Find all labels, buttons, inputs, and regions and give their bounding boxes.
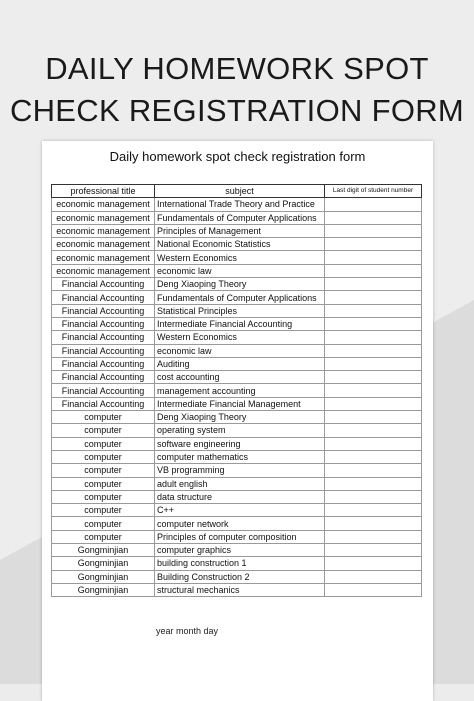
cell-subject: Western Economics — [155, 331, 325, 344]
cell-last-digit[interactable] — [325, 450, 422, 463]
cell-subject: Fundamentals of Computer Applications — [155, 291, 325, 304]
table-row — [52, 450, 422, 463]
cell-subject: computer graphics — [155, 544, 325, 557]
cell-professional-title: computer — [52, 437, 155, 450]
table-row — [52, 238, 422, 251]
table-header-row — [52, 185, 422, 198]
cell-subject: Statistical Principles — [155, 304, 325, 317]
cell-professional-title: Financial Accounting — [52, 317, 155, 330]
form-title: Daily homework spot check registration form — [109, 149, 366, 164]
cell-last-digit[interactable] — [325, 583, 422, 596]
cell-subject: data structure — [155, 490, 325, 503]
cell-subject: Principles of computer composition — [155, 530, 325, 543]
cell-professional-title: Financial Accounting — [52, 278, 155, 291]
cell-subject: C++ — [155, 504, 325, 517]
cell-last-digit[interactable] — [325, 397, 422, 410]
cell-professional-title: computer — [52, 504, 155, 517]
table-row — [52, 224, 422, 237]
cell-last-digit[interactable] — [325, 278, 422, 291]
cell-subject: Fundamentals of Computer Applications — [155, 211, 325, 224]
cell-professional-title: Financial Accounting — [52, 384, 155, 397]
cell-professional-title: computer — [52, 530, 155, 543]
cell-subject: management accounting — [155, 384, 325, 397]
cell-professional-title: Gongminjian — [52, 544, 155, 557]
header-subject: subject — [155, 185, 325, 198]
cell-subject: Intermediate Financial Accounting — [155, 317, 325, 330]
cell-last-digit[interactable] — [325, 504, 422, 517]
cell-last-digit[interactable] — [325, 570, 422, 583]
table-row — [52, 437, 422, 450]
cell-subject: Intermediate Financial Management — [155, 397, 325, 410]
table-row — [52, 211, 422, 224]
cell-subject: economic law — [155, 344, 325, 357]
cell-subject: cost accounting — [155, 371, 325, 384]
table-row — [52, 357, 422, 370]
cell-subject: computer network — [155, 517, 325, 530]
cell-last-digit[interactable] — [325, 317, 422, 330]
cell-subject: operating system — [155, 424, 325, 437]
cell-subject: adult english — [155, 477, 325, 490]
cell-last-digit[interactable] — [325, 490, 422, 503]
table-body — [52, 198, 422, 597]
table-row — [52, 504, 422, 517]
cell-last-digit[interactable] — [325, 344, 422, 357]
footer-date: year month day — [156, 626, 219, 636]
table-row — [52, 477, 422, 490]
cell-subject: software engineering — [155, 437, 325, 450]
table-row — [52, 570, 422, 583]
cell-professional-title: economic management — [52, 211, 155, 224]
cell-subject: economic law — [155, 264, 325, 277]
registration-table — [51, 184, 422, 597]
table-row — [52, 583, 422, 596]
header-last-digit: Last digit of student number — [325, 185, 422, 198]
cell-professional-title: Financial Accounting — [52, 371, 155, 384]
cell-subject: Deng Xiaoping Theory — [155, 411, 325, 424]
cell-subject: Deng Xiaoping Theory — [155, 278, 325, 291]
cell-professional-title: Financial Accounting — [52, 331, 155, 344]
table-row — [52, 331, 422, 344]
cell-last-digit[interactable] — [325, 464, 422, 477]
cell-last-digit[interactable] — [325, 371, 422, 384]
cell-last-digit[interactable] — [325, 304, 422, 317]
cell-subject: Principles of Management — [155, 224, 325, 237]
table-row — [52, 317, 422, 330]
page-title-line-2: CHECK REGISTRATION FORM — [9, 93, 465, 128]
cell-professional-title: Financial Accounting — [52, 304, 155, 317]
page-title-line-1: DAILY HOMEWORK SPOT — [45, 51, 429, 86]
cell-professional-title: Financial Accounting — [52, 397, 155, 410]
cell-subject: VB programming — [155, 464, 325, 477]
cell-professional-title: Gongminjian — [52, 557, 155, 570]
table-row — [52, 344, 422, 357]
table-row — [52, 291, 422, 304]
table-row — [52, 278, 422, 291]
cell-last-digit[interactable] — [325, 477, 422, 490]
cell-professional-title: economic management — [52, 251, 155, 264]
table-row — [52, 397, 422, 410]
table-row — [52, 490, 422, 503]
cell-last-digit[interactable] — [325, 198, 422, 211]
cell-last-digit[interactable] — [325, 211, 422, 224]
cell-subject: computer mathematics — [155, 450, 325, 463]
table-row — [52, 557, 422, 570]
cell-subject: building construction 1 — [155, 557, 325, 570]
cell-professional-title: economic management — [52, 238, 155, 251]
cell-professional-title: Financial Accounting — [52, 344, 155, 357]
cell-professional-title: economic management — [52, 224, 155, 237]
cell-professional-title: computer — [52, 464, 155, 477]
cell-professional-title: computer — [52, 477, 155, 490]
cell-last-digit[interactable] — [325, 411, 422, 424]
cell-last-digit[interactable] — [325, 424, 422, 437]
cell-subject: Auditing — [155, 357, 325, 370]
table-row — [52, 371, 422, 384]
page-title — [0, 48, 474, 132]
cell-professional-title: Gongminjian — [52, 570, 155, 583]
cell-professional-title: computer — [52, 450, 155, 463]
table-row — [52, 198, 422, 211]
cell-last-digit[interactable] — [325, 331, 422, 344]
table-row — [52, 464, 422, 477]
table-row — [52, 517, 422, 530]
cell-last-digit[interactable] — [325, 544, 422, 557]
cell-professional-title: Gongminjian — [52, 583, 155, 596]
cell-last-digit[interactable] — [325, 517, 422, 530]
cell-professional-title: computer — [52, 424, 155, 437]
cell-professional-title: economic management — [52, 264, 155, 277]
table-row — [52, 544, 422, 557]
cell-professional-title: computer — [52, 517, 155, 530]
cell-subject: Western Economics — [155, 251, 325, 264]
form-sheet — [42, 141, 433, 701]
cell-professional-title: Financial Accounting — [52, 291, 155, 304]
cell-professional-title: computer — [52, 490, 155, 503]
table-row — [52, 530, 422, 543]
cell-professional-title: computer — [52, 411, 155, 424]
cell-last-digit[interactable] — [325, 384, 422, 397]
table-row — [52, 264, 422, 277]
cell-last-digit[interactable] — [325, 437, 422, 450]
cell-last-digit[interactable] — [325, 251, 422, 264]
cell-last-digit[interactable] — [325, 238, 422, 251]
table-row — [52, 304, 422, 317]
cell-subject: International Trade Theory and Practice — [155, 198, 325, 211]
cell-professional-title: Financial Accounting — [52, 357, 155, 370]
cell-last-digit[interactable] — [325, 291, 422, 304]
cell-last-digit[interactable] — [325, 264, 422, 277]
cell-last-digit[interactable] — [325, 530, 422, 543]
cell-last-digit[interactable] — [325, 357, 422, 370]
table-row — [52, 424, 422, 437]
cell-professional-title: economic management — [52, 198, 155, 211]
cell-subject: National Economic Statistics — [155, 238, 325, 251]
table-row — [52, 411, 422, 424]
table-row — [52, 384, 422, 397]
cell-last-digit[interactable] — [325, 224, 422, 237]
cell-subject: Building Construction 2 — [155, 570, 325, 583]
cell-subject: structural mechanics — [155, 583, 325, 596]
header-professional-title: professional title — [52, 185, 155, 198]
table-row — [52, 251, 422, 264]
cell-last-digit[interactable] — [325, 557, 422, 570]
